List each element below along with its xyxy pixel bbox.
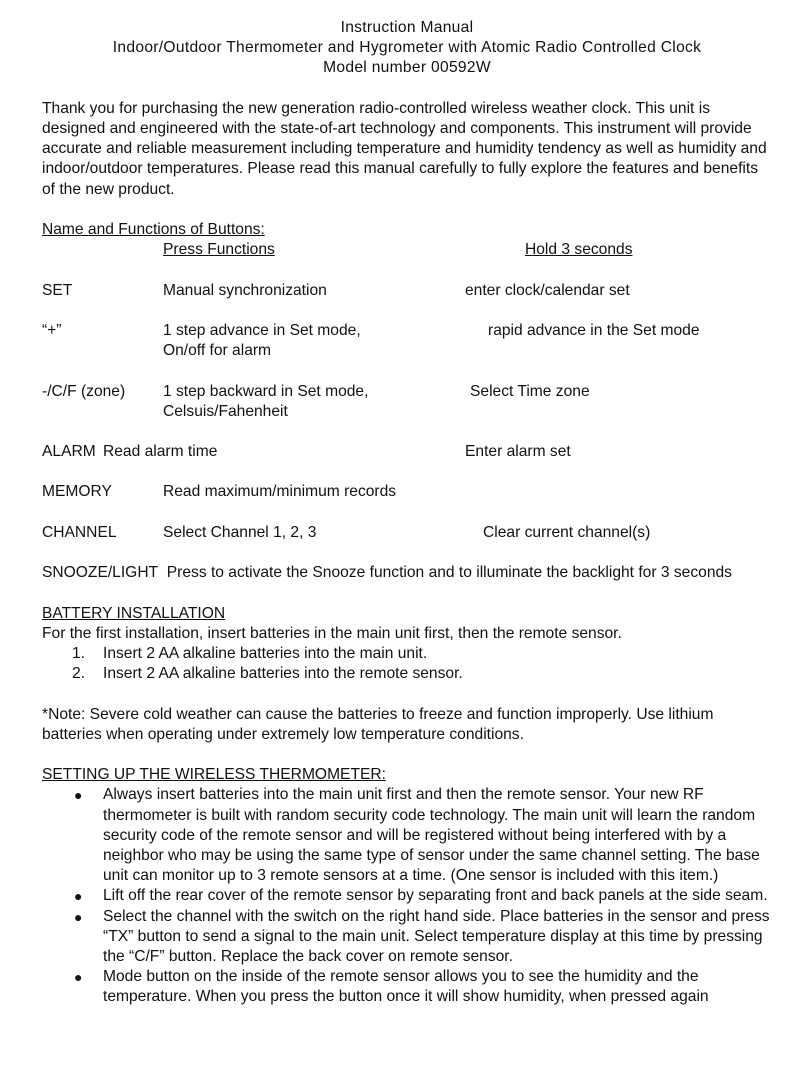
press-function: Select Channel 1, 2, 3 bbox=[163, 523, 317, 541]
button-name: SNOOZE/LIGHT bbox=[42, 564, 159, 582]
hold-function: Clear current channel(s) bbox=[483, 523, 651, 541]
list-item bbox=[42, 907, 772, 968]
hold-function: rapid advance in the Set mode bbox=[488, 321, 700, 339]
bullet-text: Mode button on the inside of the remote sensor allows you to see the humidity and the temperature. When you press the button once it will show humidity, when pressed again bbox=[103, 968, 709, 1006]
press-function-continued: On/off for alarm bbox=[163, 342, 272, 360]
bullet-icon: ● bbox=[74, 969, 83, 986]
manual-page bbox=[42, 18, 772, 1008]
press-function: Press to activate the Snooze function and to illuminate the backlight for 3 seconds bbox=[166, 564, 732, 582]
intro-paragraph: Thank you for purchasing the new generation radio-controlled wireless weather clock. This unit is designed and engineered with the state-of-art technology and components. This instrument will provide accurate and reliable measurement including temperature and humidity tendency as well as humidity and indoor/outdoor temperatures. Please read this manual carefully to fully explore the features and benefits of the new product. bbox=[42, 99, 767, 198]
button-name: MEMORY bbox=[42, 483, 112, 501]
button-row-cf-zone bbox=[42, 382, 772, 402]
document-header bbox=[22, 18, 792, 79]
battery-steps bbox=[42, 644, 772, 684]
bullet-text: Lift off the rear cover of the remote sensor by separating front and back panels at the side seam. bbox=[103, 887, 768, 905]
button-name: “+” bbox=[42, 321, 62, 339]
document-title: Instruction Manual bbox=[340, 19, 474, 36]
press-function: 1 step backward in Set mode, bbox=[163, 382, 369, 400]
battery-text: For the first installation, insert batteries in the main unit first, then the remote sensor. bbox=[42, 624, 622, 642]
battery-note: *Note: Severe cold weather can cause the batteries to freeze and function improperly. Use lithium batteries when operating under extremely low temperature conditions. bbox=[42, 705, 714, 743]
hold-function: Select Time zone bbox=[470, 382, 590, 400]
setup-bullets bbox=[42, 785, 772, 1007]
step-number: 1. bbox=[72, 645, 86, 663]
button-row-channel bbox=[42, 523, 772, 543]
press-function: 1 step advance in Set mode, bbox=[163, 321, 361, 339]
setup-heading: SETTING UP THE WIRELESS THERMOMETER: bbox=[42, 766, 386, 784]
press-function: Read alarm time bbox=[103, 443, 218, 461]
hold-seconds-header: Hold 3 seconds bbox=[525, 241, 633, 259]
press-function: Read maximum/minimum records bbox=[163, 483, 397, 501]
list-item bbox=[42, 886, 772, 906]
list-item bbox=[42, 967, 772, 1007]
buttons-column-headers bbox=[42, 240, 772, 260]
step-text: Insert 2 AA alkaline batteries into the remote sensor. bbox=[103, 665, 463, 683]
hold-function: enter clock/calendar set bbox=[465, 281, 630, 299]
press-function-continued: Celsuis/Fahenheit bbox=[163, 402, 288, 420]
hold-function: Enter alarm set bbox=[465, 443, 571, 461]
list-item bbox=[42, 644, 772, 664]
battery-heading: BATTERY INSTALLATION bbox=[42, 604, 226, 622]
button-name: -/C/F (zone) bbox=[42, 382, 126, 400]
button-row-memory bbox=[42, 482, 772, 502]
step-text: Insert 2 AA alkaline batteries into the main unit. bbox=[103, 645, 428, 663]
bullet-icon: ● bbox=[74, 888, 83, 905]
bullet-text: Select the channel with the switch on the right hand side. Place batteries in the sensor and press “TX” button to send a signal to the main unit. Select temperature display at this time by pressing the “C/F” button. Replace the back cover on remote sensor. bbox=[103, 907, 770, 966]
bullet-icon: ● bbox=[74, 787, 83, 804]
step-number: 2. bbox=[72, 665, 86, 683]
button-row-plus bbox=[42, 321, 772, 341]
list-item bbox=[42, 664, 772, 684]
list-item bbox=[42, 785, 772, 886]
button-row-snooze-light bbox=[42, 563, 772, 583]
press-function: Manual synchronization bbox=[163, 281, 327, 299]
model-number: Model number 00592W bbox=[323, 59, 491, 77]
button-name: SET bbox=[42, 281, 73, 299]
button-row-set bbox=[42, 281, 772, 301]
button-name: CHANNEL bbox=[42, 523, 117, 541]
bullet-text: Always insert batteries into the main unit first and then the remote sensor. Your new RF thermometer is built with random security code technology. The main unit will learn the random security code of the remote sensor and will be registered without being interfered with by a neighbor who may be using the same type of sensor under the same channel setting. The base unit can monitor up to 3 remote sensors at a time. (One sensor is included with this item.) bbox=[103, 786, 760, 885]
button-name: ALARM bbox=[42, 443, 96, 461]
button-row-alarm bbox=[42, 442, 772, 462]
press-functions-header: Press Functions bbox=[163, 241, 275, 259]
document-subtitle: Indoor/Outdoor Thermometer and Hygrometer with Atomic Radio Controlled Clock bbox=[112, 39, 702, 57]
bullet-icon: ● bbox=[74, 908, 83, 925]
buttons-heading: Name and Functions of Buttons: bbox=[42, 221, 265, 238]
